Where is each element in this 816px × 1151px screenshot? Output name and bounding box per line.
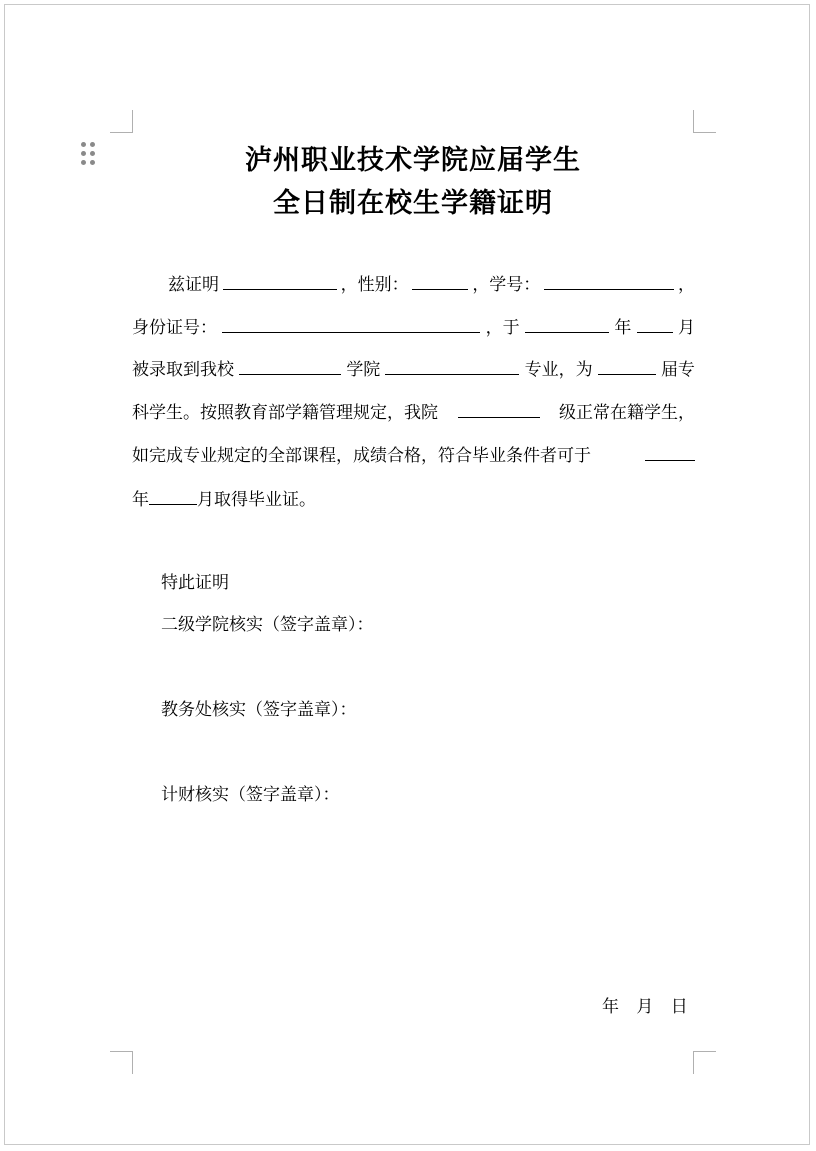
date-line: 年 月 日 [602,997,688,1017]
college-verification: 二级学院核实（签字盖章）： [161,615,374,635]
margin-corner-top-left [110,110,133,133]
closing-text: 特此证明 [161,573,229,593]
text-admitted: 被录取到我校 [132,360,234,380]
document-page [4,4,810,1145]
margin-corner-bottom-right [693,1051,716,1074]
text-year: 年 [614,318,632,338]
id-number-blank[interactable] [222,313,480,333]
academic-affairs-verification: 教务处核实（签字盖章）： [161,700,357,720]
text-gender: ，性别： [340,275,409,295]
grade-blank[interactable] [458,398,540,418]
text-month: 月 [677,318,695,338]
graduation-year-blank[interactable] [645,441,695,461]
text-certify: 兹证明 [168,275,219,295]
text-cohort: 届专 [660,360,695,380]
finance-verification: 计财核实（签字盖章）： [161,785,340,805]
text-regulation: 科学生。按照教育部学籍管理规定，我院 [132,403,438,423]
college-blank[interactable] [239,355,341,375]
cohort-blank[interactable] [598,355,656,375]
gender-blank[interactable] [412,270,468,290]
text-on: ，于 [485,318,520,338]
name-blank[interactable] [223,270,337,290]
body-line-2 [132,313,695,338]
text-comma: ， [677,275,695,295]
body-line-1 [132,270,695,295]
body-line-6 [132,485,695,510]
graduation-month-blank[interactable] [149,485,197,505]
drag-handle-icon[interactable] [81,142,97,166]
margin-corner-bottom-left [110,1051,133,1074]
enroll-month-blank[interactable] [637,313,673,333]
text-enrolled: 级正常在籍学生， [559,403,695,423]
title-line-1: 泸州职业技术学院应届学生 [245,145,581,176]
text-year-2: 年 [132,490,149,510]
text-graduation-condition: 如完成专业规定的全部课程，成绩合格，符合毕业条件者可于 [132,446,591,466]
margin-corner-top-right [693,110,716,133]
text-id-number: 身份证号： [132,318,217,338]
text-major: 专业，为 [524,360,593,380]
enroll-year-blank[interactable] [525,313,609,333]
body-line-4 [132,398,695,423]
student-id-blank[interactable] [544,270,674,290]
text-diploma: 月取得毕业证。 [197,490,316,510]
body-line-3 [132,355,695,380]
text-college: 学院 [346,360,381,380]
major-blank[interactable] [385,355,519,375]
body-line-5 [132,441,695,466]
title-line-2: 全日制在校生学籍证明 [273,188,553,219]
text-student-id: ，学号： [472,275,541,295]
